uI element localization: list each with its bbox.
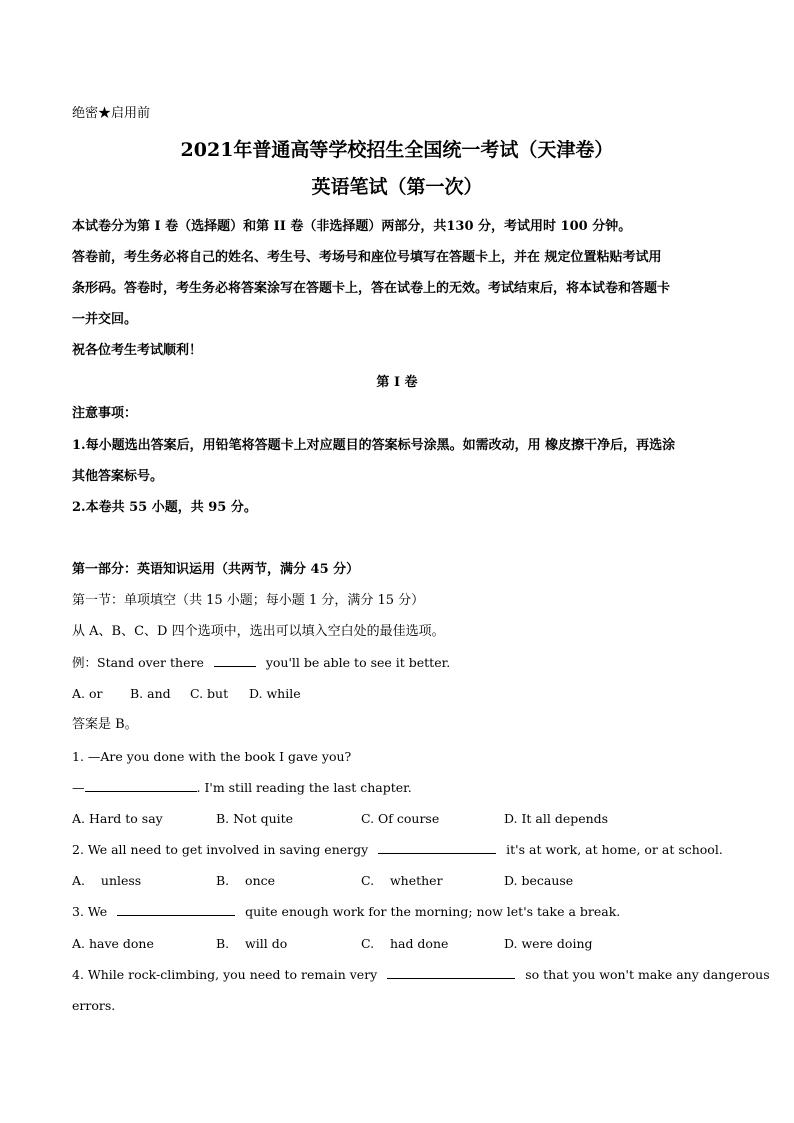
q4-blank <box>387 966 515 979</box>
question-2 <box>72 840 724 860</box>
example-blank <box>214 654 256 667</box>
q2-prefix: 2. We all need to get involved in saving energy <box>72 842 369 857</box>
question-1-line-2 <box>72 778 724 798</box>
q2-option-a: A. unless <box>72 873 142 888</box>
q1-option-d: D. It all depends <box>503 811 609 826</box>
notes-item-2: 2.本卷共 55 小题，共 95 分。 <box>72 500 257 515</box>
question-3-options <box>72 934 724 954</box>
q2-option-c: C. whether <box>360 873 443 888</box>
example-options <box>72 684 724 704</box>
q3-prefix: 3. We <box>72 904 108 919</box>
notes-item-1a: 1.每小题选出答案后，用铅笔将答题卡上对应题目的答案标号涂黑。如需改动，用 橡皮擦干净后，再选涂 <box>72 438 676 453</box>
q2-suffix: it's at work, at home, or at school. <box>506 842 723 857</box>
q2-blank <box>378 841 496 854</box>
q1-suffix: . I'm still reading the last chapter. <box>196 780 412 795</box>
section1-heading: 第一节：单项填空（共 15 小题；每小题 1 分，满分 15 分） <box>72 593 425 608</box>
q3-option-c: C. had done <box>360 936 449 951</box>
question-1-line-1: 1. —Are you done with the book I gave you? <box>72 749 352 764</box>
q3-option-b: B. will do <box>215 936 288 951</box>
notes-heading: 注意事项： <box>72 406 138 421</box>
example-option-a: A. or <box>72 686 103 701</box>
q1-dash: — <box>72 780 85 795</box>
example-question <box>72 653 724 673</box>
example-answer: 答案是 B。 <box>72 717 138 732</box>
example-option-d: D. while <box>248 686 301 701</box>
q3-option-d: D. were doing <box>503 936 593 951</box>
notes-item-1b: 其他答案标号。 <box>72 469 164 484</box>
q3-suffix: quite enough work for the morning; now let's take a break. <box>245 904 621 919</box>
q1-blank <box>85 779 197 792</box>
q3-blank <box>117 903 235 916</box>
q4-prefix: 4. While rock-climbing, you need to remain very <box>72 967 378 982</box>
intro-line-2: 答卷前，考生务必将自己的姓名、考生号、考场号和座位号填写在答题卡上，并在 规定位置粘贴考试用 <box>72 250 662 265</box>
q4-suffix: so that you won't make any dangerous <box>525 967 770 982</box>
q3-option-a: A. have done <box>72 936 154 951</box>
question-4-line-1 <box>72 965 770 985</box>
q1-option-b: B. Not quite <box>215 811 294 826</box>
q2-option-d: D. because <box>503 873 574 888</box>
exam-subtitle: 英语笔试（第一次） <box>311 176 483 198</box>
intro-line-4: 一并交回。 <box>72 312 138 327</box>
question-4-line-2: errors. <box>72 998 116 1013</box>
confidential-label: 绝密★启用前 <box>72 106 151 121</box>
intro-line-1: 本试卷分为第 I 卷（选择题）和第 II 卷（非选择题）两部分，共130 分，考试用时 100 分钟。 <box>72 219 632 234</box>
good-luck-line: 祝各位考生考试顺利！ <box>72 343 203 358</box>
example-prefix: 例：Stand over there <box>72 655 204 670</box>
section1-instruction: 从 A、B、C、D 四个选项中，选出可以填入空白处的最佳选项。 <box>72 624 445 639</box>
q1-option-c: C. Of course <box>360 811 440 826</box>
exam-title: 2021年普通高等学校招生全国统一考试（天津卷） <box>180 139 614 161</box>
question-3 <box>72 902 724 922</box>
part1-heading: 第一部分：英语知识运用（共两节，满分 45 分） <box>72 562 360 577</box>
example-option-c: C. but <box>189 686 229 701</box>
question-2-options <box>72 871 724 891</box>
example-option-b: B. and <box>129 686 171 701</box>
volume-title: 第 I 卷 <box>376 375 418 390</box>
intro-line-3: 条形码。答卷时，考生务必将答案涂写在答题卡上，答在试卷上的无效。考试结束后，将本试卷和答题卡 <box>72 281 671 296</box>
q2-option-b: B. once <box>215 873 276 888</box>
question-1-options <box>72 809 724 829</box>
q1-option-a: A. Hard to say <box>72 811 163 826</box>
example-suffix: you'll be able to see it better. <box>265 655 451 670</box>
